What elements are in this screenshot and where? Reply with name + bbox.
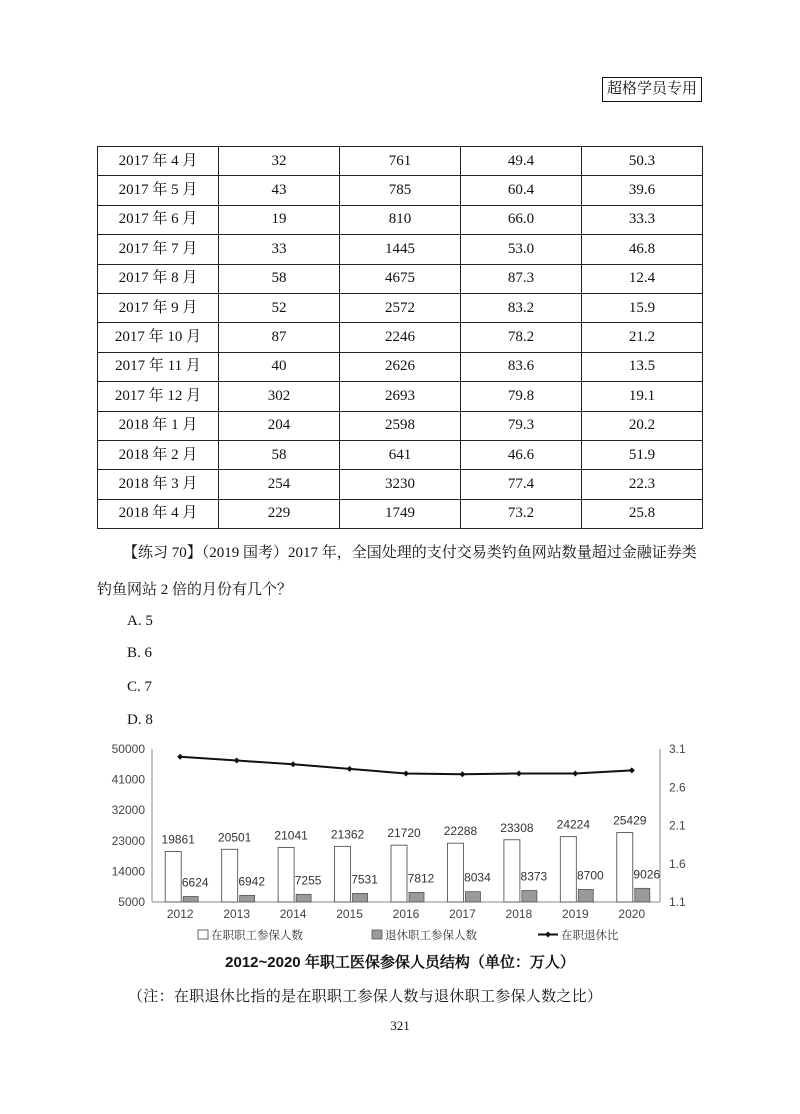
table-cell-value: 40 (219, 352, 340, 381)
table-cell-value: 19 (219, 205, 340, 234)
bar-label-in-service: 22288 (443, 824, 478, 839)
table-cell-value: 58 (219, 440, 340, 469)
table-row (98, 264, 703, 293)
table-cell-value: 2572 (340, 293, 461, 322)
table-cell-value: 46.8 (582, 235, 703, 264)
x-tick-label: 2015 (336, 907, 363, 921)
table-cell-value: 2246 (340, 323, 461, 352)
legend-label-retired: 退休职工参保人数 (385, 930, 477, 942)
table-cell-value: 254 (219, 470, 340, 499)
phishing-sites-table (97, 146, 703, 529)
table-cell-month: 2018 年 2 月 (98, 440, 219, 469)
ratio-marker (347, 766, 353, 772)
table-cell-value: 1749 (340, 499, 461, 528)
y-right-tick-label: 2.1 (669, 818, 686, 833)
bar-label-retired: 7255 (294, 873, 322, 888)
table-row (98, 205, 703, 234)
bar-in-service (335, 846, 351, 902)
insurance-structure-chart (0, 735, 800, 950)
table-cell-value: 15.9 (582, 293, 703, 322)
table-cell-month: 2018 年 1 月 (98, 411, 219, 440)
chart-caption: 2012~2020 年职工医保参保人员结构（单位：万人） (225, 954, 575, 971)
table-row (98, 411, 703, 440)
bar-label-in-service: 24224 (556, 817, 591, 832)
bar-retired (635, 888, 650, 902)
table-cell-value: 33.3 (582, 205, 703, 234)
table-cell-value: 78.2 (461, 323, 582, 352)
bar-label-in-service: 25429 (613, 813, 647, 828)
y-right-tick-label: 2.6 (669, 780, 686, 795)
table-cell-value: 1445 (340, 235, 461, 264)
table-row (98, 147, 703, 176)
table-cell-value: 87 (219, 323, 340, 352)
x-tick-label: 2020 (618, 907, 646, 921)
table-cell-value: 761 (340, 147, 461, 176)
y-right-tick-label: 3.1 (669, 742, 686, 756)
bar-label-retired: 8700 (576, 868, 604, 883)
bar-retired (409, 892, 424, 902)
table-cell-value: 66.0 (461, 205, 582, 234)
y-left-tick-label: 23000 (111, 833, 145, 848)
ratio-marker (459, 771, 465, 777)
table-cell-value: 51.9 (582, 440, 703, 469)
table-cell-value: 49.4 (461, 147, 582, 176)
table-cell-value: 25.8 (582, 499, 703, 528)
chart-marks (112, 742, 686, 921)
table-cell-month: 2017 年 7 月 (98, 235, 219, 264)
table-cell-value: 302 (219, 382, 340, 411)
y-right-tick-label: 1.1 (669, 895, 686, 909)
bar-in-service (278, 847, 294, 902)
chart-note: （注：在职退休比指的是在职职工参保人数与退休职工参保人数之比） (128, 989, 603, 1005)
table-cell-value: 810 (340, 205, 461, 234)
bar-retired (522, 891, 537, 902)
bar-retired (353, 893, 368, 902)
table-row (98, 382, 703, 411)
y-right-tick-label: 1.6 (669, 856, 686, 871)
table-cell-value: 87.3 (461, 264, 582, 293)
table-row (98, 440, 703, 469)
bar-in-service (222, 849, 238, 902)
table-cell-month: 2018 年 3 月 (98, 470, 219, 499)
table-cell-value: 204 (219, 411, 340, 440)
table-cell-value: 22.3 (582, 470, 703, 499)
y-left-tick-label: 14000 (111, 864, 145, 879)
bar-label-retired: 7531 (351, 872, 378, 887)
x-tick-label: 2016 (392, 907, 420, 921)
table-cell-month: 2018 年 4 月 (98, 499, 219, 528)
bar-label-retired: 8373 (520, 869, 548, 884)
ratio-marker (516, 771, 522, 777)
table-cell-value: 58 (219, 264, 340, 293)
page-number: 321 (390, 1018, 410, 1033)
bar-label-retired: 8034 (464, 870, 491, 885)
table-cell-value: 2693 (340, 382, 461, 411)
x-tick-label: 2018 (505, 907, 533, 921)
student-only-badge: 超格学员专用 (602, 77, 702, 102)
table-row (98, 499, 703, 528)
table-cell-value: 46.6 (461, 440, 582, 469)
bar-in-service (165, 851, 181, 902)
table-row (98, 235, 703, 264)
table-cell-value: 77.4 (461, 470, 582, 499)
table-cell-value: 33 (219, 235, 340, 264)
legend-swatch-in-service (198, 930, 208, 939)
ratio-marker (234, 758, 240, 764)
table-cell-value: 20.2 (582, 411, 703, 440)
option-c: C. 7 (127, 679, 153, 695)
table-cell-value: 79.8 (461, 382, 582, 411)
table-cell-value: 50.3 (582, 147, 703, 176)
x-tick-label: 2013 (223, 907, 251, 921)
table-cell-month: 2017 年 6 月 (98, 205, 219, 234)
ratio-marker (290, 761, 296, 767)
table-cell-value: 12.4 (582, 264, 703, 293)
table-row (98, 293, 703, 322)
table-cell-value: 3230 (340, 470, 461, 499)
option-b: B. 6 (127, 645, 153, 661)
table-cell-value: 73.2 (461, 499, 582, 528)
x-tick-label: 2019 (561, 907, 589, 921)
table-cell-value: 4675 (340, 264, 461, 293)
table-cell-month: 2017 年 9 月 (98, 293, 219, 322)
bar-label-retired: 9026 (633, 867, 661, 882)
y-left-tick-label: 32000 (111, 803, 145, 818)
option-d: D. 8 (127, 712, 153, 728)
y-left-tick-label: 41000 (111, 772, 145, 787)
table-cell-value: 83.6 (461, 352, 582, 381)
legend-label-in-service: 在职职工参保人数 (211, 930, 303, 942)
table-cell-value: 53.0 (461, 235, 582, 264)
table-cell-value: 21.2 (582, 323, 703, 352)
bar-retired (240, 895, 255, 902)
table-cell-month: 2017 年 8 月 (98, 264, 219, 293)
table-cell-value: 79.3 (461, 411, 582, 440)
table-cell-value: 785 (340, 176, 461, 205)
table-cell-value: 39.6 (582, 176, 703, 205)
table-cell-value: 2598 (340, 411, 461, 440)
bar-label-in-service: 23308 (500, 820, 534, 835)
table-cell-value: 229 (219, 499, 340, 528)
ratio-marker (177, 754, 183, 760)
y-left-tick-label: 50000 (111, 742, 145, 756)
table-row (98, 176, 703, 205)
table-cell-value: 32 (219, 147, 340, 176)
bar-label-in-service: 21362 (330, 827, 365, 842)
table-row (98, 470, 703, 499)
table-cell-value: 13.5 (582, 352, 703, 381)
chart-legend (198, 928, 619, 942)
bar-retired (578, 889, 593, 902)
x-tick-label: 2017 (449, 907, 476, 921)
bar-in-service (447, 843, 463, 902)
table-row (98, 323, 703, 352)
bar-retired (296, 894, 311, 902)
x-tick-label: 2014 (279, 907, 307, 921)
table-cell-month: 2017 年 4 月 (98, 147, 219, 176)
bar-in-service (617, 833, 633, 902)
bar-label-in-service: 21720 (387, 826, 421, 841)
table-cell-value: 60.4 (461, 176, 582, 205)
table-cell-month: 2017 年 10 月 (98, 323, 219, 352)
y-left-tick-label: 5000 (118, 895, 145, 909)
table-cell-month: 2017 年 11 月 (98, 352, 219, 381)
bar-in-service (504, 840, 520, 902)
table-cell-value: 2626 (340, 352, 461, 381)
ratio-marker (572, 771, 578, 777)
legend-swatch-retired (372, 930, 382, 939)
bar-retired (465, 892, 480, 902)
bar-label-in-service: 20501 (217, 830, 252, 845)
table-row (98, 352, 703, 381)
table-cell-value: 641 (340, 440, 461, 469)
table-cell-value: 83.2 (461, 293, 582, 322)
question-stem-line-1: 【练习 70】（2019 国考）2017 年，全国处理的支付交易类钓鱼网站数量超过金融证券类 (123, 545, 697, 561)
bar-label-in-service: 21041 (274, 828, 308, 843)
bar-label-retired: 6942 (238, 874, 266, 889)
table-cell-month: 2017 年 12 月 (98, 382, 219, 411)
legend-ratio-marker-icon (545, 932, 551, 938)
bar-in-service (391, 845, 407, 902)
ratio-marker (629, 767, 635, 773)
bar-label-in-service: 19861 (161, 832, 195, 847)
bar-retired (183, 896, 198, 902)
legend-label-ratio: 在职退休比 (561, 930, 619, 942)
table-cell-month: 2017 年 5 月 (98, 176, 219, 205)
table-cell-value: 43 (219, 176, 340, 205)
table-cell-value: 19.1 (582, 382, 703, 411)
bar-label-retired: 6624 (181, 875, 209, 890)
bar-in-service (560, 837, 576, 902)
ratio-marker (403, 771, 409, 777)
question-stem-line-2: 钓鱼网站 2 倍的月份有几个？ (97, 582, 293, 598)
bar-label-retired: 7812 (407, 871, 435, 886)
option-a: A. 5 (127, 613, 153, 629)
table-cell-value: 52 (219, 293, 340, 322)
x-tick-label: 2012 (166, 907, 194, 921)
